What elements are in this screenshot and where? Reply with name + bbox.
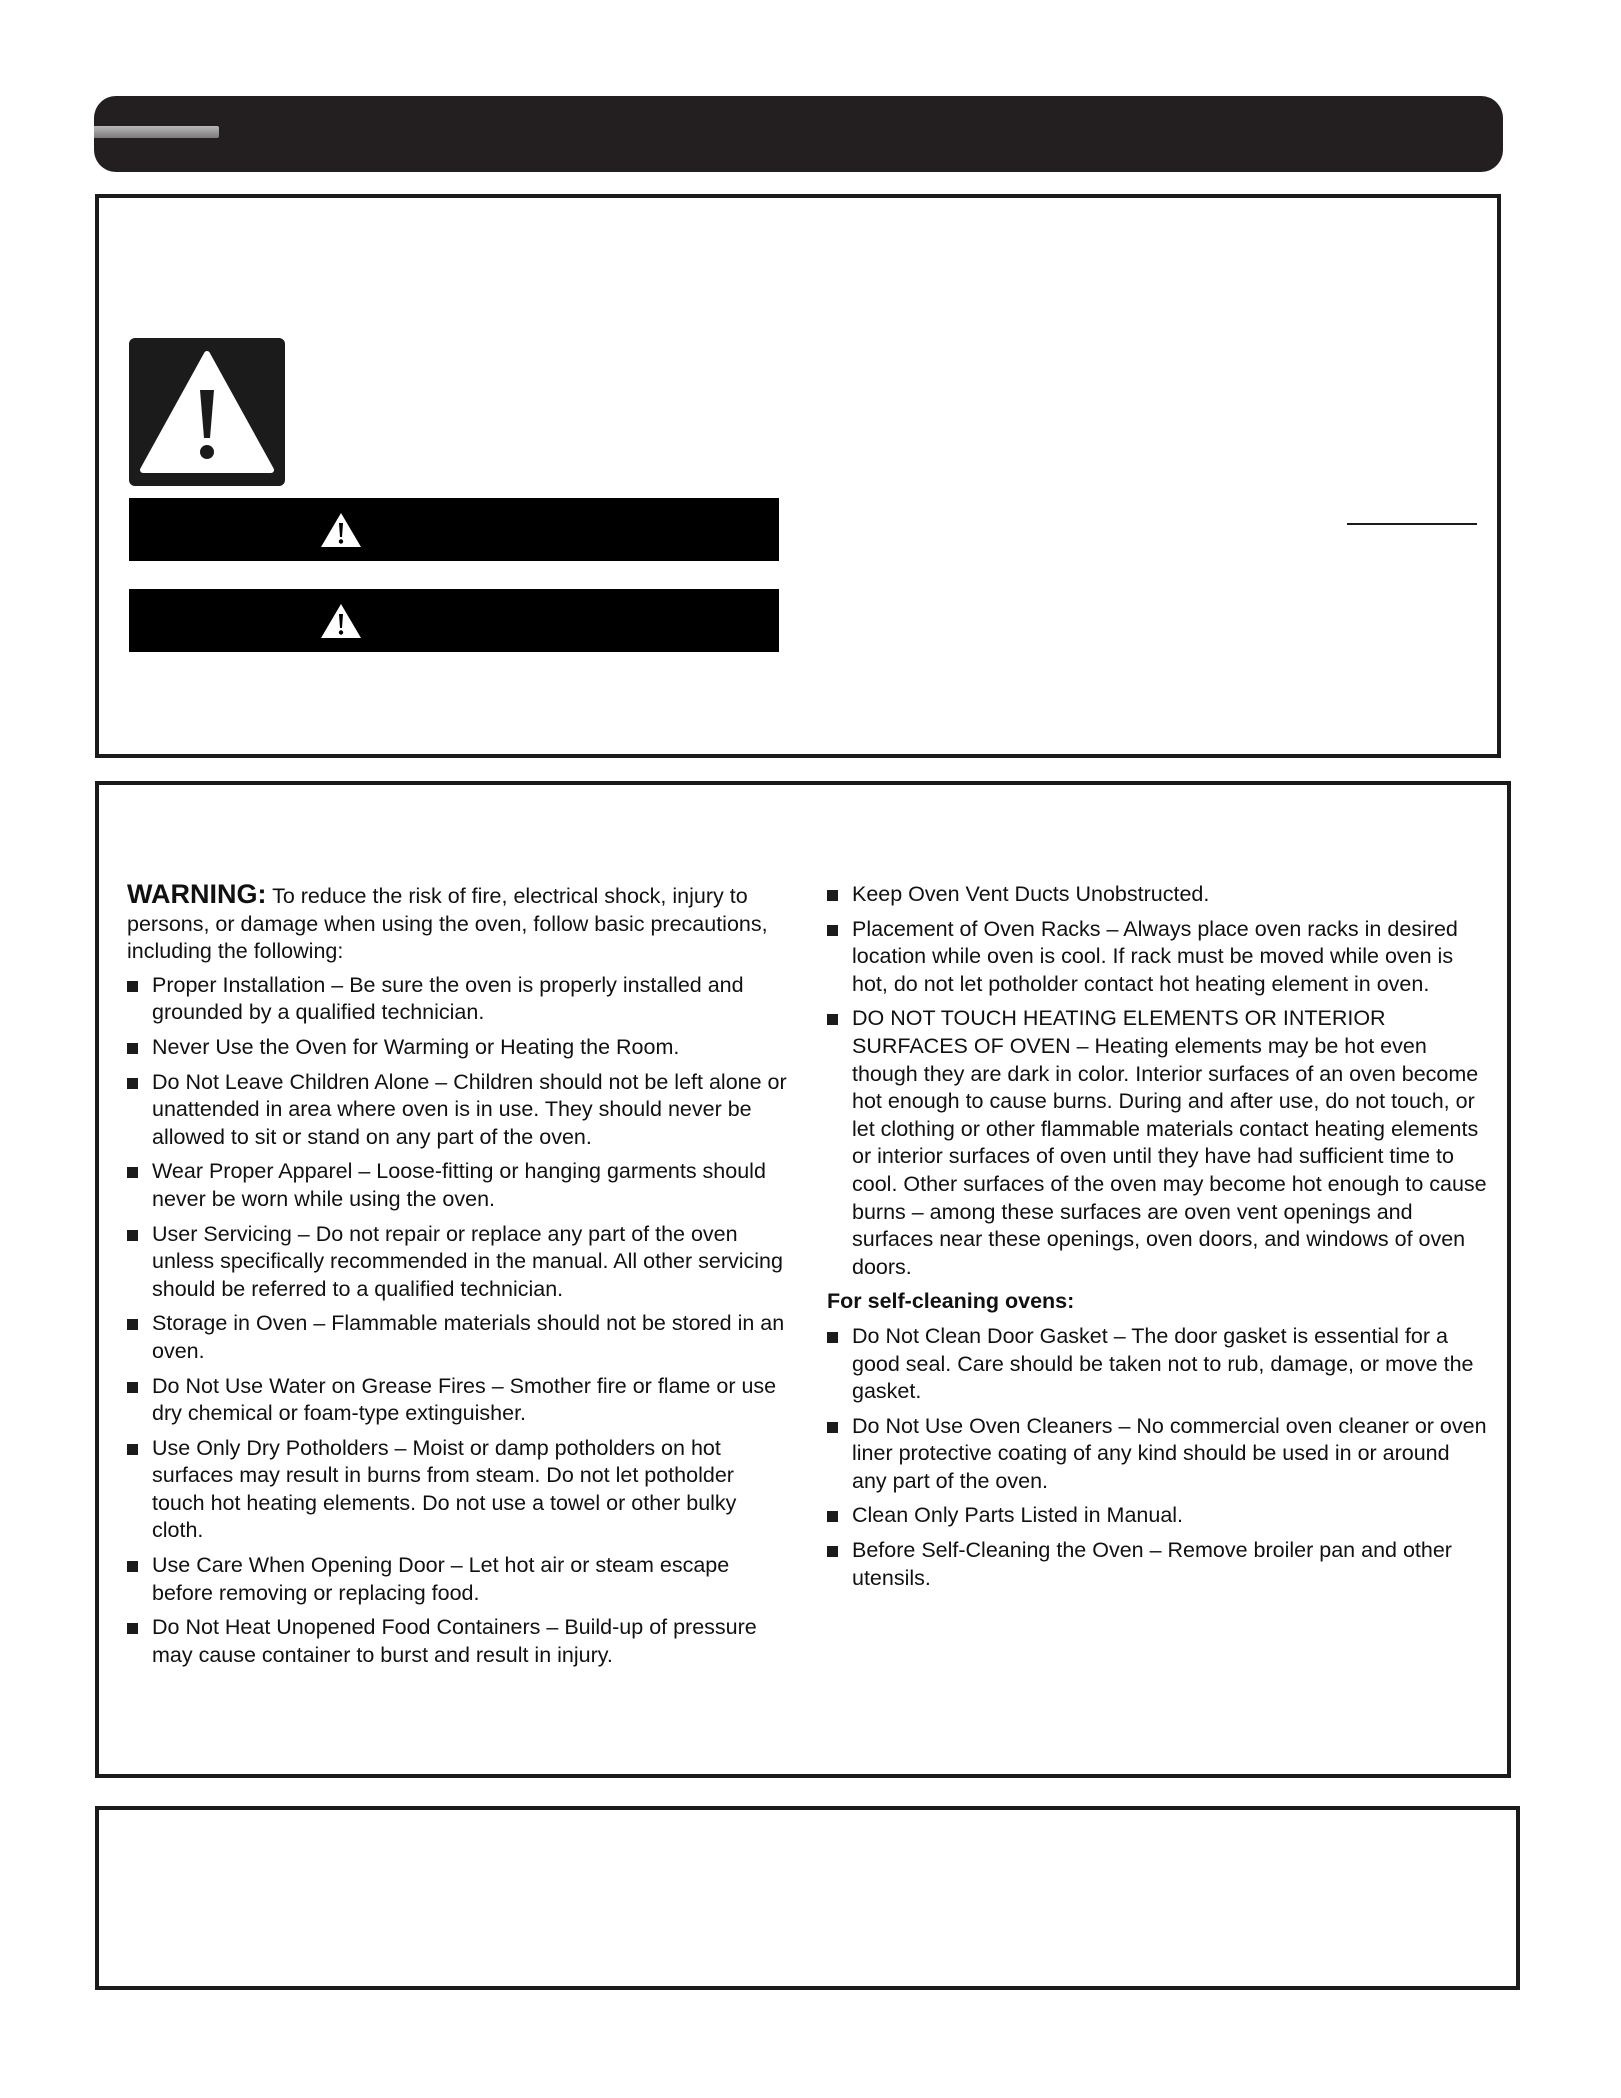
safeguards-right-column bbox=[827, 881, 1487, 1599]
self-cleaning-heading: For self-cleaning ovens: bbox=[827, 1289, 1075, 1314]
warning-triangle-icon bbox=[137, 346, 277, 478]
list-item: Keep Oven Vent Ducts Unobstructed. bbox=[827, 881, 1487, 909]
warning-intro bbox=[127, 881, 787, 966]
warning-triangle-icon bbox=[319, 511, 363, 549]
underline-rule bbox=[1347, 523, 1477, 525]
section-header-bar bbox=[94, 96, 1503, 172]
list-item: Proper Installation – Be sure the oven is properly installed and grounded by a qualified technician. bbox=[127, 972, 787, 1027]
warning-triangle-icon bbox=[319, 602, 363, 640]
safeguard-list-right bbox=[827, 881, 1487, 1281]
list-item: Do Not Clean Door Gasket – The door gasket is essential for a good seal. Care should be taken not to rub, damage, or move the gasket. bbox=[827, 1323, 1487, 1406]
list-item: User Servicing – Do not repair or replace any part of the oven unless specifically recommended in the manual. All other servicing should be referred to a qualified technician. bbox=[127, 1221, 787, 1304]
safeguards-left-column bbox=[127, 881, 787, 1676]
list-item: Do Not Heat Unopened Food Containers – Build-up of pressure may cause container to burst and result in injury. bbox=[127, 1614, 787, 1669]
warning-signal-bar bbox=[129, 589, 779, 652]
list-item: Do Not Leave Children Alone – Children should not be left alone or unattended in area where oven is in use. They should never be allowed to sit or stand on any part of the oven. bbox=[127, 1069, 787, 1152]
list-item: Do Not Use Water on Grease Fires – Smother fire or flame or use dry chemical or foam-type extinguisher. bbox=[127, 1373, 787, 1428]
header-accent-stripe bbox=[94, 126, 219, 138]
safety-alert-symbol bbox=[129, 338, 285, 486]
list-item: Clean Only Parts Listed in Manual. bbox=[827, 1502, 1487, 1530]
list-item: DO NOT TOUCH HEATING ELEMENTS OR INTERIOR SURFACES OF OVEN – Heating elements may be hot even though they are dark in color. Interior surfaces of an oven become hot enough to cause burns. During and after use, do not touch, or let clothing or other flammable materials contact heating elements or interior surfaces of oven until they have had sufficient time to cool. Other surfaces of the oven may become hot enough to cause burns – among these surfaces are oven vent openings and surfaces near these openings, oven doors, and windows of oven doors. bbox=[827, 1005, 1487, 1281]
list-item: Use Only Dry Potholders – Moist or damp potholders on hot surfaces may result in burns from steam. Do not let potholder touch hot heating elements. Do not use a towel or other bulky cloth. bbox=[127, 1435, 787, 1545]
list-item: Placement of Oven Racks – Always place oven racks in desired location while oven is cool. If rack must be moved while oven is hot, do not let potholder contact hot heating element in oven. bbox=[827, 916, 1487, 999]
warning-intro-text: To reduce the risk of fire, electrical shock, injury to persons, or damage when using the oven, follow basic precautions, including the following: bbox=[127, 884, 768, 964]
safety-alert-box bbox=[95, 194, 1501, 758]
list-item: Before Self-Cleaning the Oven – Remove broiler pan and other utensils. bbox=[827, 1537, 1487, 1592]
safeguard-list-left bbox=[127, 972, 787, 1670]
list-item: Do Not Use Oven Cleaners – No commercial oven cleaner or oven liner protective coating of any kind should be used in or around any part of the oven. bbox=[827, 1413, 1487, 1496]
list-item: Storage in Oven – Flammable materials should not be stored in an oven. bbox=[127, 1310, 787, 1365]
danger-signal-bar bbox=[129, 498, 779, 561]
self-cleaning-list bbox=[827, 1323, 1487, 1592]
list-item: Wear Proper Apparel – Loose-fitting or hanging garments should never be worn while using the oven. bbox=[127, 1158, 787, 1213]
important-safeguards-box bbox=[95, 781, 1511, 1778]
list-item: Use Care When Opening Door – Let hot air or steam escape before removing or replacing food. bbox=[127, 1552, 787, 1607]
save-instructions-box bbox=[95, 1806, 1520, 1990]
list-item: Never Use the Oven for Warming or Heating the Room. bbox=[127, 1034, 787, 1062]
warning-lead: WARNING: bbox=[127, 879, 267, 909]
